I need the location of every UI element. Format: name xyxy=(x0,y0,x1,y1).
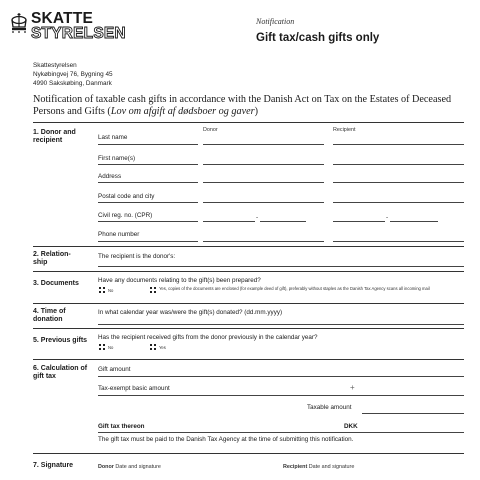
time-field[interactable] xyxy=(98,324,464,325)
recipient-phone-field[interactable] xyxy=(333,241,464,242)
section-signature-title: 7. Signature xyxy=(33,462,74,469)
address-label-line xyxy=(98,182,198,183)
documents-yes-checkbox[interactable] xyxy=(150,287,156,293)
notification-label: Notification xyxy=(256,17,295,26)
relationship-field[interactable] xyxy=(98,266,464,267)
section-divider xyxy=(33,246,464,247)
exempt-amount-label: Tax-exempt basic amount xyxy=(98,385,170,392)
recipient-signature-bold: Recipient xyxy=(283,464,308,470)
first-name-label: First name(s) xyxy=(98,155,136,162)
phone-label: Phone number xyxy=(98,231,140,238)
section-relationship-title: 2. Relation-ship xyxy=(33,251,71,267)
donor-signature-bold: Donor xyxy=(98,464,114,470)
section-divider xyxy=(33,271,464,272)
documents-yes-label: Yes, copies of the documents are enclosed (for example deed of gift), preferably without staples as the Danish Tax Agency scans all incoming mail xyxy=(159,286,430,291)
gift-tax-field[interactable] xyxy=(98,432,464,433)
section-documents-title: 3. Documents xyxy=(33,280,79,287)
previous-no-checkbox[interactable] xyxy=(99,344,105,350)
recipient-signature-rest: Date and signature xyxy=(308,464,355,470)
exempt-amount-field[interactable] xyxy=(98,395,464,396)
address-label: Address xyxy=(98,173,122,180)
phone-label-line xyxy=(98,241,198,242)
address-line-1: Skattestyrelsen xyxy=(33,62,77,69)
gift-tax-label: Gift tax thereon xyxy=(98,423,145,430)
relationship-text: The recipient is the donor's: xyxy=(98,253,176,260)
main-title-italic: Lov om afgift af dødsboer og gaver xyxy=(110,105,255,117)
donor-cpr-dash: - xyxy=(256,214,259,221)
donor-first-name-field[interactable] xyxy=(203,164,324,165)
previous-yes-label: Yes xyxy=(159,345,166,350)
documents-no-checkbox[interactable] xyxy=(99,287,105,293)
cpr-label: Civil reg. no. (CPR) xyxy=(98,212,153,219)
main-title-close: ) xyxy=(254,105,258,117)
donor-cpr-part1[interactable] xyxy=(203,221,255,222)
section-divider xyxy=(33,328,464,329)
recipient-last-name-field[interactable] xyxy=(333,144,464,145)
section-time-title: 4. Time of donation xyxy=(33,308,66,324)
donor-address-field[interactable] xyxy=(203,182,324,183)
time-question: In what calendar year was/were the gift(s) donated? (dd.mm.yyyy) xyxy=(98,309,283,316)
previous-question: Has the recipient received gifts from the donor previously in the calendar year? xyxy=(98,334,318,341)
postal-label-line xyxy=(98,202,198,203)
plus-sign: + xyxy=(350,383,355,392)
taxable-amount-label: Taxable amount xyxy=(307,404,352,411)
currency-label: DKK xyxy=(344,423,358,430)
recipient-column-label: Recipient xyxy=(333,127,356,133)
recipient-signature-label xyxy=(283,464,354,470)
donor-last-name-field[interactable] xyxy=(203,144,324,145)
address-line-3: 4990 Sakskøbing, Danmark xyxy=(33,80,112,87)
recipient-cpr-part1[interactable] xyxy=(333,221,385,222)
logo-text-line2: STYRELSEN xyxy=(31,25,126,42)
cpr-label-line xyxy=(98,221,198,222)
donor-signature-label xyxy=(98,464,161,470)
last-name-label-line xyxy=(98,144,198,145)
main-title xyxy=(33,94,473,117)
documents-no-label: No xyxy=(108,288,114,293)
crown-logo-icon xyxy=(9,12,29,34)
documents-question: Have any documents relating to the gift(s) been prepared? xyxy=(98,277,261,284)
last-name-label: Last name xyxy=(98,134,128,141)
address-line-2: Nykøbingvej 76, Bygning 45 xyxy=(33,71,113,78)
taxable-amount-field[interactable] xyxy=(362,413,464,414)
section-divider xyxy=(33,122,464,123)
payment-note: The gift tax must be paid to the Danish Tax Agency at the time of submitting this notification. xyxy=(98,436,354,443)
form-title: Gift tax/cash gifts only xyxy=(256,32,380,44)
donor-postal-field[interactable] xyxy=(203,202,324,203)
recipient-cpr-part2[interactable] xyxy=(390,221,438,222)
donor-cpr-part2[interactable] xyxy=(260,221,306,222)
section-divider xyxy=(33,453,464,454)
postal-code-label: Postal code and city xyxy=(98,193,155,200)
donor-signature-rest: Date and signature xyxy=(115,464,161,470)
section-divider xyxy=(33,303,464,304)
gift-amount-field[interactable] xyxy=(98,376,464,377)
previous-yes-checkbox[interactable] xyxy=(150,344,156,350)
recipient-address-field[interactable] xyxy=(333,182,464,183)
previous-no-label: No xyxy=(108,345,114,350)
recipient-first-name-field[interactable] xyxy=(333,164,464,165)
section-donor-title: 1. Donor and recipient xyxy=(33,129,76,145)
recipient-cpr-dash: - xyxy=(386,214,389,221)
donor-column-label: Donor xyxy=(203,127,218,133)
donor-phone-field[interactable] xyxy=(203,241,324,242)
main-title-text: Notification of taxable cash gifts in accordance with the Danish Act on Tax on the Estates of Deceased Persons and Gifts ( xyxy=(33,94,452,117)
gift-amount-label: Gift amount xyxy=(98,366,131,373)
first-name-label-line xyxy=(98,164,198,165)
section-calculation-title: 6. Calculation of gift tax xyxy=(33,365,88,381)
recipient-postal-field[interactable] xyxy=(333,202,464,203)
section-previous-title: 5. Previous gifts xyxy=(33,337,88,344)
logo-text-line1: SKATTE xyxy=(31,10,94,27)
section-divider xyxy=(33,359,464,360)
